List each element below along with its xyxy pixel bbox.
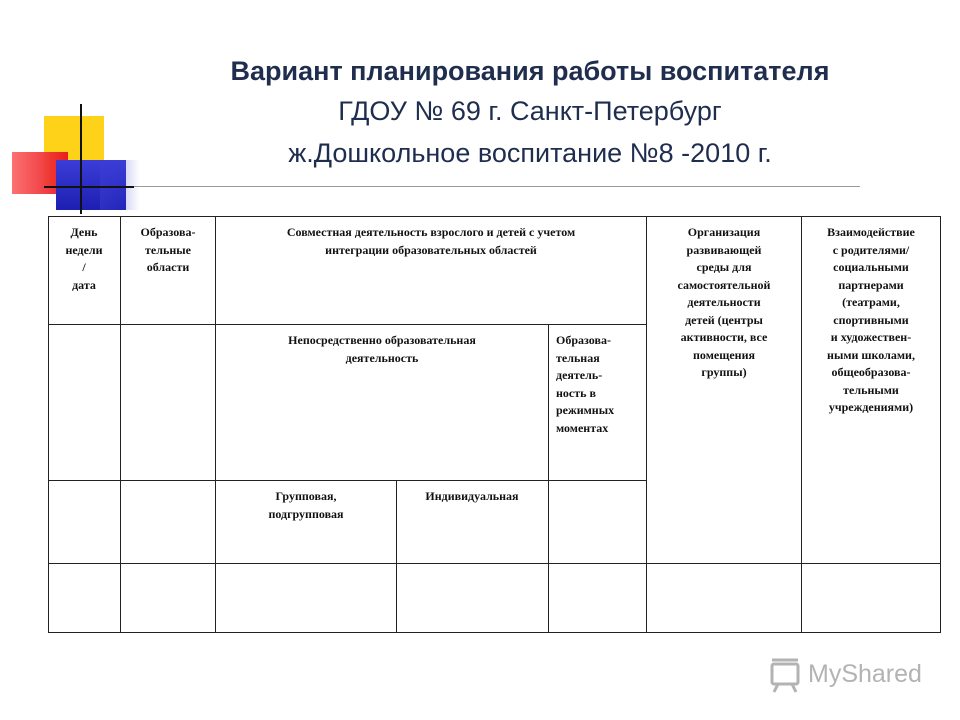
subheader-group: Групповая, подгрупповая	[268, 489, 344, 521]
header-environment: Организация развивающей среды для самостоятельной деятельности детей (центры активности, все помещения группы)	[677, 225, 771, 379]
slide-title: Вариант планирования работы воспитателя	[230, 56, 830, 86]
header-day-date: День недели / дата	[65, 225, 103, 292]
subheader-routine-activity: Образова- тельная деятель- ность в режимных моментах	[556, 333, 615, 435]
header-interaction: Взаимодействие с родителями/ социальными партнерами (театрами, спортивными и художествен- ными школами, общеобразова- тельными учреждениями)	[827, 225, 915, 414]
subheader-direct-activity: Непосредственно образовательная деятельность	[288, 333, 476, 365]
watermark-text: MyShared	[808, 660, 922, 688]
slide-subtitle-source: ж.Дошкольное воспитание №8 -2010 г.	[288, 138, 772, 168]
slide-subtitle-school: ГДОУ № 69 г. Санкт-Петербург	[338, 96, 722, 126]
header-educational-areas: Образова- тельные области	[140, 225, 196, 274]
subheader-individual: Индивидуальная	[425, 489, 519, 503]
header-joint-activity: Совместная деятельность взрослого и детей с учетом интеграции образовательных областей	[286, 225, 576, 257]
